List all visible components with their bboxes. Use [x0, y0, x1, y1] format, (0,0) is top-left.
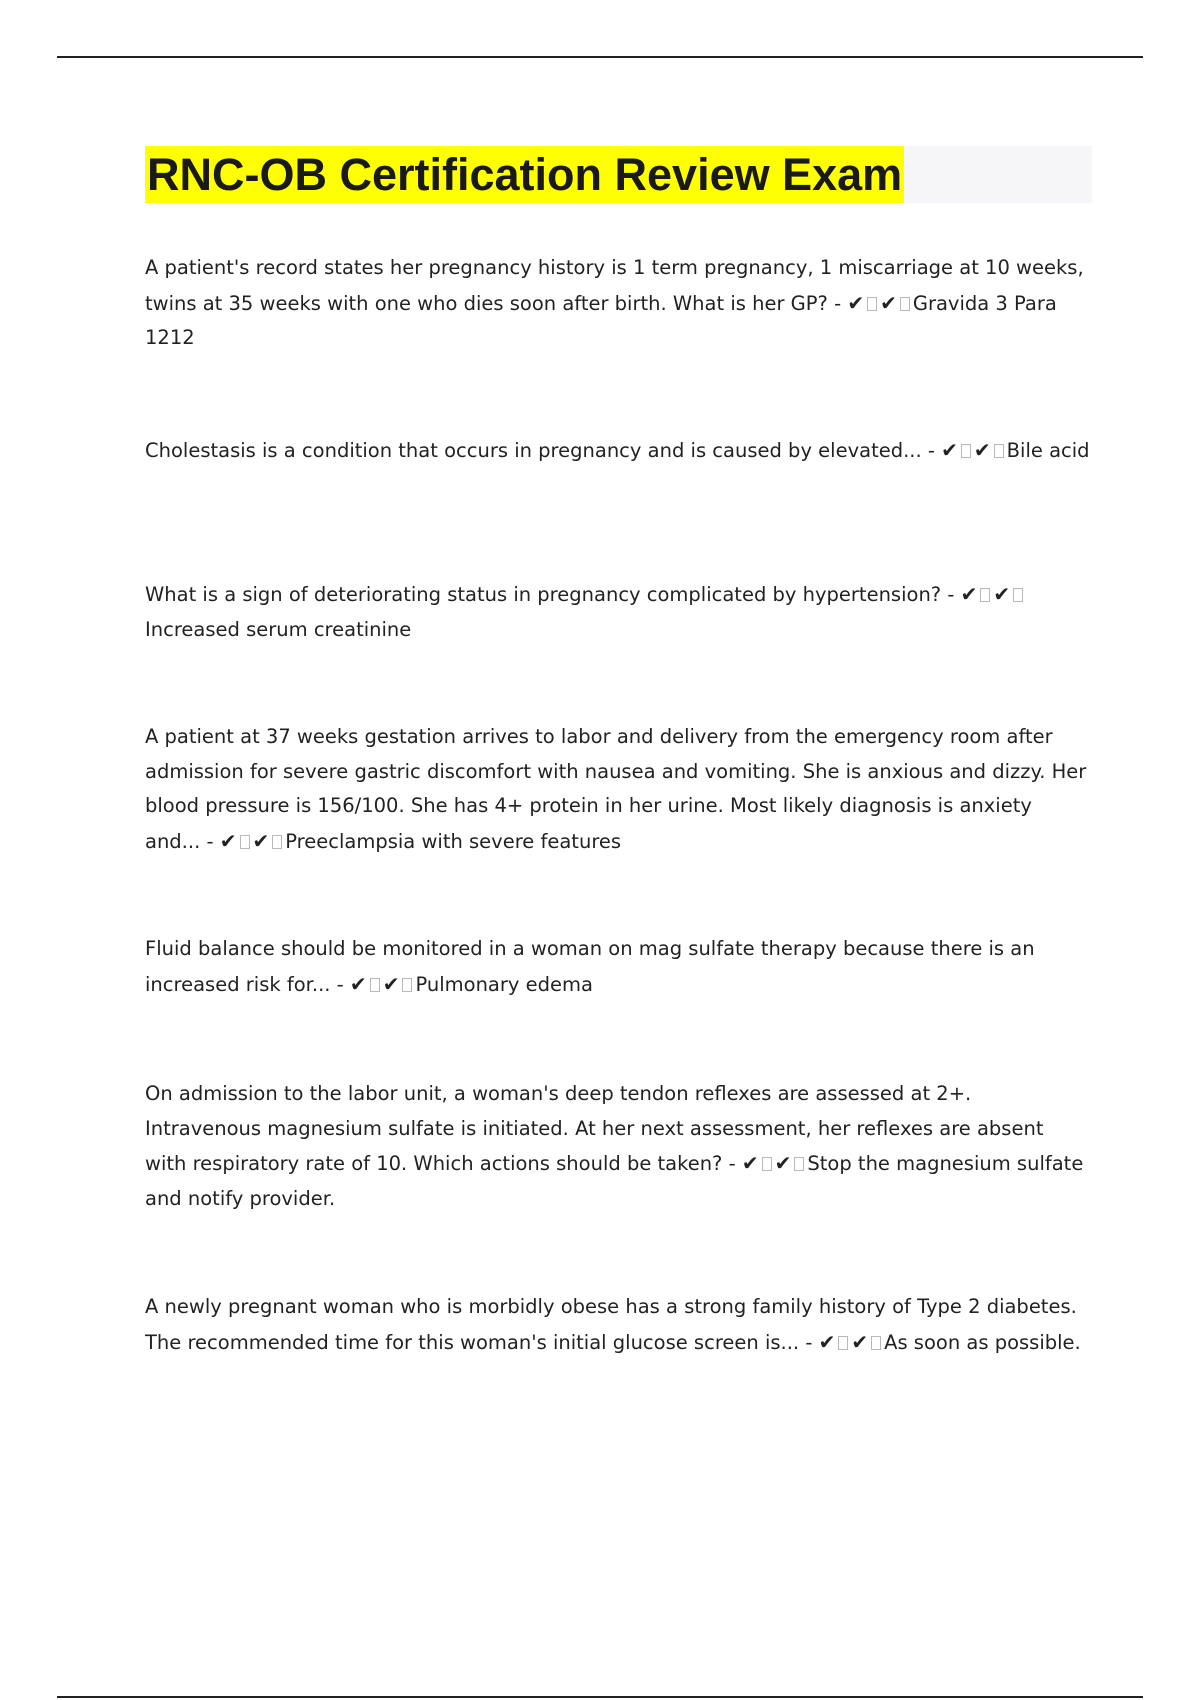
- separator: -: [200, 829, 220, 853]
- question-text: Cholestasis is a condition that occurs in pregnancy and is caused by elevated...: [145, 439, 922, 462]
- missing-glyph-box-icon: [794, 1157, 804, 1171]
- question-text: A patient's record states her pregnancy history is 1 term pregnancy, 1 miscarriage at 10 weeks, twins at 35 weeks with one who dies soon after birth. What is her GP?: [145, 256, 1084, 315]
- missing-glyph-box-icon: [961, 444, 971, 458]
- top-rule: [57, 56, 1143, 58]
- answer-text: Increased serum creatinine: [145, 617, 412, 641]
- separator: -: [330, 972, 350, 996]
- question-text: What is a sign of deteriorating status in pregnancy complicated by hypertension?: [145, 583, 942, 606]
- check-icon: ✔: [993, 582, 1011, 606]
- question-text: Fluid balance should be monitored in a woman on mag sulfate therapy because there is an increased risk for...: [145, 937, 1035, 996]
- missing-glyph-box-icon: [994, 444, 1004, 458]
- check-icon: ✔: [252, 828, 270, 853]
- check-icon: ✔: [973, 438, 991, 462]
- missing-glyph-box-icon: [900, 297, 910, 311]
- qa-item: [145, 1290, 1090, 1360]
- qa-item: [145, 251, 1090, 356]
- qa-item: [145, 932, 1090, 1002]
- question-text: A newly pregnant woman who is morbidly obese has a strong family history of Type 2 diabetes. The recommended time for this woman's initial glucose screen is...: [145, 1295, 1077, 1354]
- check-icon: ✔: [219, 828, 237, 853]
- check-icon: ✔: [774, 1151, 792, 1175]
- check-icon: ✔: [960, 582, 978, 606]
- check-icon: ✔: [382, 971, 400, 996]
- missing-glyph-box-icon: [838, 1336, 848, 1350]
- check-icon: ✔: [349, 971, 367, 996]
- qa-item: [145, 720, 1090, 859]
- check-icon: ✔: [847, 290, 865, 315]
- page-title: RNC-OB Certification Review Exam: [145, 146, 904, 203]
- qa-item: [145, 577, 1090, 647]
- missing-glyph-box-icon: [867, 297, 877, 311]
- missing-glyph-box-icon: [272, 835, 282, 849]
- answer-text: Stop the magnesium sulfate and notify provider.: [145, 1152, 1084, 1210]
- answer-text: Gravida 3 Para 1212: [145, 291, 1057, 349]
- separator: -: [722, 1152, 742, 1175]
- bottom-rule: [57, 1696, 1143, 1698]
- question-text: On admission to the labor unit, a woman's deep tendon reflexes are assessed at 2+. Intravenous magnesium sulfate is initiated. At her next assessment, her reflexes are absent with respiratory rate of 10. Which actions should be taken?: [145, 1082, 1044, 1175]
- missing-glyph-box-icon: [871, 1336, 881, 1350]
- missing-glyph-box-icon: [980, 588, 990, 602]
- check-icon: ✔: [741, 1151, 759, 1175]
- missing-glyph-box-icon: [762, 1157, 772, 1171]
- question-text: A patient at 37 weeks gestation arrives to labor and delivery from the emergency room after admission for severe gastric discomfort with nausea and vomiting. She is anxious and dizzy. Her blood pressure is 156/100. She has 4+ protein in her urine. Most likely diagnosis is anxiety and...: [145, 725, 1087, 853]
- check-icon: ✔: [941, 438, 958, 462]
- missing-glyph-box-icon: [370, 978, 380, 992]
- missing-glyph-box-icon: [402, 978, 412, 992]
- missing-glyph-box-icon: [240, 835, 250, 849]
- answer-text: Pulmonary edema: [415, 972, 593, 996]
- check-icon: ✔: [851, 1329, 869, 1354]
- answer-text: Preeclampsia with severe features: [285, 829, 622, 853]
- qa-item: [145, 433, 1090, 469]
- answer-text: Bile acid: [1006, 439, 1090, 462]
- separator: -: [921, 439, 942, 462]
- check-icon: ✔: [818, 1329, 836, 1354]
- answer-text: As soon as possible.: [884, 1330, 1081, 1354]
- separator: -: [941, 583, 961, 606]
- check-icon: ✔: [880, 290, 897, 315]
- missing-glyph-box-icon: [1013, 588, 1023, 602]
- separator: -: [827, 291, 848, 315]
- separator: -: [799, 1330, 819, 1354]
- qa-item: [145, 1077, 1090, 1216]
